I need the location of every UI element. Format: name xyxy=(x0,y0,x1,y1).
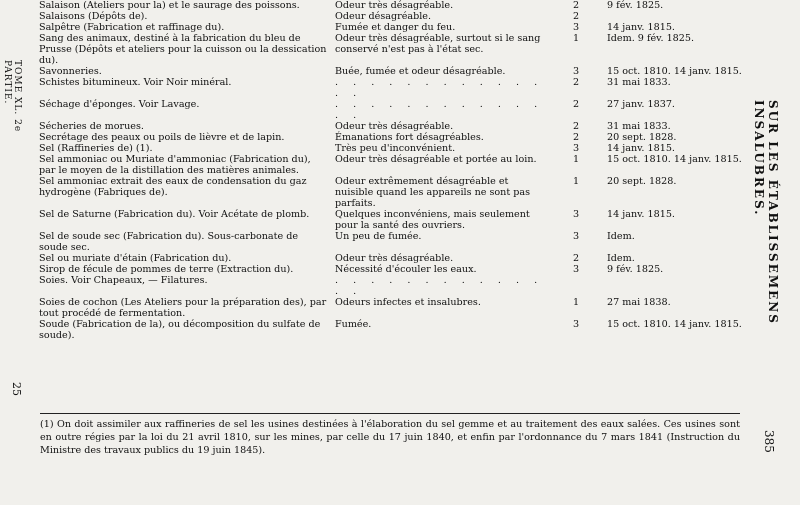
folio-left: 25 xyxy=(10,382,23,396)
class-cell: 3 xyxy=(572,209,580,220)
class-cell: 3 xyxy=(572,231,580,242)
running-head: SUR LES ÉTABLISSEMENS INSALUBRES. xyxy=(752,100,780,325)
volume-label: TOME XL. 2e PARTIE. xyxy=(2,60,22,133)
substance-cell: Sel (Raffineries de) (1). xyxy=(39,143,153,154)
substance-cell: Sel de soude sec (Fabrication du). Sous-carbonate de soude sec. xyxy=(39,231,299,253)
substance-cell: Sel ammoniac ou Muriate d'ammoniac (Fabrication du), par le moyen de la distillation des matières animales. xyxy=(39,154,311,176)
inconvenient-cell: Odeur très désagréable, surtout si le sang conservé n'est pas à l'état sec. xyxy=(335,33,541,55)
table-row xyxy=(36,275,760,297)
table-row xyxy=(36,22,760,33)
class-cell: 1 xyxy=(572,154,580,165)
class-cell: 1 xyxy=(572,176,580,187)
class-cell: 2 xyxy=(572,253,580,264)
establishments-table xyxy=(36,0,760,341)
class-cell: 2 xyxy=(572,99,580,110)
date-cell: 20 sept. 1828. xyxy=(607,132,677,143)
inconvenient-cell: Odeur très désagréable. xyxy=(335,253,454,264)
table-row xyxy=(36,0,760,11)
class-cell: 1 xyxy=(572,297,580,308)
substance-cell: Séchage d'éponges. Voir Lavage. xyxy=(39,99,200,110)
substance-cell: Secrétage des peaux ou poils de lièvre et de lapin. xyxy=(39,132,285,143)
inconvenient-cell: Odeur très désagréable et portée au loin. xyxy=(335,154,537,165)
table-row xyxy=(36,264,760,275)
substance-cell: Sécheries de morues. xyxy=(39,121,144,132)
date-cell: 15 oct. 1810. 14 janv. 1815. xyxy=(607,66,742,77)
substance-cell: Savonneries. xyxy=(39,66,102,77)
class-cell: 2 xyxy=(572,77,580,88)
inconvenient-cell: . . . . . . . . . . . . . . xyxy=(335,77,544,99)
date-cell: 14 janv. 1815. xyxy=(607,22,675,33)
substance-cell: Sel ou muriate d'étain (Fabrication du). xyxy=(39,253,232,264)
page-number: 385 xyxy=(762,430,776,453)
substance-cell: Salaisons (Dépôts de). xyxy=(39,11,148,22)
date-cell: 14 janv. 1815. xyxy=(607,209,675,220)
inconvenient-cell: Fumée. xyxy=(335,319,372,330)
table-row xyxy=(36,121,760,132)
substance-cell: Sel de Saturne (Fabrication du). Voir Acétate de plomb. xyxy=(39,209,310,220)
substance-cell: Schistes bitumineux. Voir Noir minéral. xyxy=(39,77,232,88)
table-row xyxy=(36,154,760,176)
substance-cell: Sang des animaux, destiné à la fabrication du bleu de Prusse (Dépôts et ateliers pour la cuisson ou la dessication du). xyxy=(39,33,327,66)
substance-cell: Salaison (Ateliers pour la) et le saurage des poissons. xyxy=(39,0,300,11)
class-cell: 3 xyxy=(572,143,580,154)
table-row xyxy=(36,231,760,253)
date-cell: Idem. xyxy=(607,253,635,264)
inconvenient-cell: Quelques inconvéniens, mais seulement pour la santé des ouvriers. xyxy=(335,209,530,231)
table-row xyxy=(36,176,760,209)
table-row xyxy=(36,319,760,341)
table-row xyxy=(36,143,760,154)
table-row xyxy=(36,66,760,77)
date-cell: 9 fév. 1825. xyxy=(607,264,664,275)
inconvenient-cell: Fumée et danger du feu. xyxy=(335,22,456,33)
inconvenient-cell: Odeur extrêmement désagréable et nuisible quand les appareils ne sont pas parfaits. xyxy=(335,176,531,209)
date-cell: 20 sept. 1828. xyxy=(607,176,677,187)
class-cell: 3 xyxy=(572,22,580,33)
date-cell: 27 mai 1838. xyxy=(607,297,671,308)
class-cell: 2 xyxy=(572,11,580,22)
date-cell xyxy=(604,275,760,297)
substance-cell: Sirop de fécule de pommes de terre (Extraction du). xyxy=(39,264,294,275)
inconvenient-cell: Odeur désagréable. xyxy=(335,11,432,22)
class-cell: 2 xyxy=(572,132,580,143)
table-row xyxy=(36,297,760,319)
date-cell xyxy=(604,11,760,22)
table-row xyxy=(36,99,760,121)
date-cell: 15 oct. 1810. 14 janv. 1815. xyxy=(607,319,742,330)
inconvenient-cell: Buée, fumée et odeur désagréable. xyxy=(335,66,506,77)
table-row xyxy=(36,253,760,264)
substance-cell: Salpêtre (Fabrication et raffinage du). xyxy=(39,22,225,33)
inconvenient-cell: Odeurs infectes et insalubres. xyxy=(335,297,481,308)
date-cell: 14 janv. 1815. xyxy=(607,143,675,154)
substance-cell: Sel ammoniac extrait des eaux de condensation du gaz hydrogène (Fabriques de). xyxy=(39,176,307,198)
date-cell: 15 oct. 1810. 14 janv. 1815. xyxy=(607,154,742,165)
inconvenient-cell: Émanations fort désagréables. xyxy=(335,132,484,143)
footnote: (1) On doit assimiler aux raffineries de sel les usines destinées à l'élaboration du sel gemme et au traitement des eaux salées. Ces usines sont en outre régies par la loi du 21 avril 1810, sur les mines, par celle du 17 juin 1840, et enfin par l'ordonnance du 7 mars 1841 (Instruction du Ministre des travaux publics du 19 juin 1845). xyxy=(40,413,740,457)
table-row xyxy=(36,33,760,66)
inconvenient-cell: Odeur très désagréable. xyxy=(335,0,454,11)
table-row xyxy=(36,77,760,99)
substance-cell: Soude (Fabrication de la), ou décomposition du sulfate de soude). xyxy=(39,319,321,341)
date-cell: 31 mai 1833. xyxy=(607,77,671,88)
substance-cell: Soies de cochon (Les Ateliers pour la préparation des), par tout procédé de fermentation. xyxy=(39,297,327,319)
table-row xyxy=(36,209,760,231)
class-cell xyxy=(548,275,604,297)
date-cell: Idem. xyxy=(607,231,635,242)
table-row xyxy=(36,11,760,22)
date-cell: 27 janv. 1837. xyxy=(607,99,675,110)
inconvenient-cell: . . . . . . . . . . . . . . xyxy=(335,99,544,121)
inconvenient-cell: Nécessité d'écouler les eaux. xyxy=(335,264,477,275)
inconvenient-cell: Un peu de fumée. xyxy=(335,231,422,242)
class-cell: 2 xyxy=(572,121,580,132)
class-cell: 2 xyxy=(572,0,580,11)
class-cell: 3 xyxy=(572,319,580,330)
date-cell: 9 fév. 1825. xyxy=(607,0,664,11)
substance-cell: Soies. Voir Chapeaux, — Filatures. xyxy=(39,275,208,286)
class-cell: 3 xyxy=(572,264,580,275)
inconvenient-cell: Odeur très désagréable. xyxy=(335,121,454,132)
class-cell: 3 xyxy=(572,66,580,77)
inconvenient-cell: . . . . . . . . . . . . . . xyxy=(335,275,544,297)
date-cell: 31 mai 1833. xyxy=(607,121,671,132)
date-cell: Idem. 9 fév. 1825. xyxy=(607,33,695,44)
class-cell: 1 xyxy=(572,33,580,44)
inconvenient-cell: Très peu d'inconvénient. xyxy=(335,143,456,154)
table-row xyxy=(36,132,760,143)
